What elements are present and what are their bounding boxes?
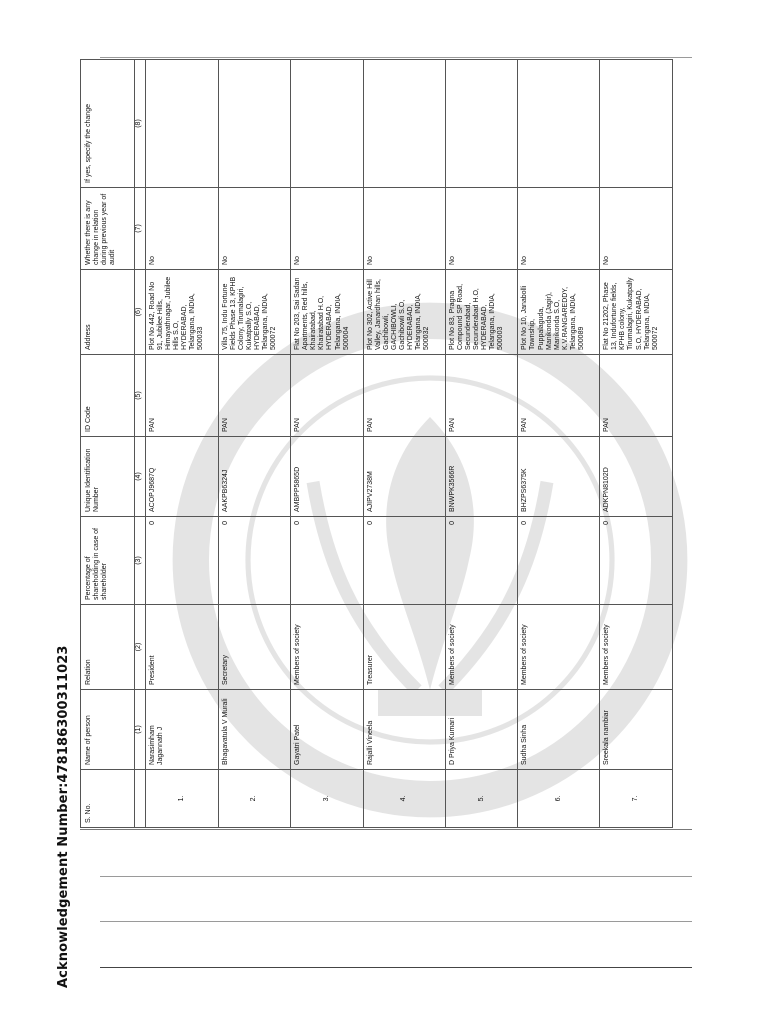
row-specify	[218, 60, 291, 188]
table-row	[445, 60, 518, 828]
row-name: Gayatri Patel	[291, 690, 364, 770]
row-address: Villa 75, Indu Fortune Fields Phase 13, KPHB Colony, Tirumalagiri, Kukatpally S.O, HYDERABAD, Telangana, INDIA, 500072	[218, 270, 291, 355]
header-change: Whether there is any change in relation during previous year of audit	[81, 188, 135, 270]
row-specify	[518, 60, 600, 188]
row-address: Plot No 83, Pragna Compound SP Road, Secunderabad, Secunderabad H.O, HYDERABAD, Telangana, INDIA, 500003	[445, 270, 518, 355]
row-change: No	[146, 188, 219, 270]
colnum-3: (3)	[135, 517, 146, 605]
rule-4	[100, 967, 692, 968]
row-uid: ACOPJ9687Q	[146, 437, 219, 517]
table-row	[363, 60, 445, 828]
acknowledgement-number: Acknowledgement Number:478186300311023	[56, 645, 71, 988]
row-id-code: PAN	[146, 355, 219, 437]
row-uid: BHZPS6375K	[518, 437, 600, 517]
colnum-8: (8)	[135, 60, 146, 188]
top-rule	[100, 57, 692, 58]
row-relation: Members of society	[518, 605, 600, 690]
colnum-2: (2)	[135, 605, 146, 690]
relations-table-container	[80, 60, 673, 828]
row-sno: 7.	[600, 770, 673, 828]
header-id-code: ID Code	[81, 355, 135, 437]
row-uid: AAKPB6324J	[218, 437, 291, 517]
row-sno: 6.	[518, 770, 600, 828]
row-name: Sreekala nambiar	[600, 690, 673, 770]
row-percentage: 0	[218, 517, 291, 605]
row-address: Plot No 442, Road No 91, Jubilee Hills, Himayathnagar, Jubilee Hills S.O, HYDERABAD, Telangana, INDIA, 500033	[146, 270, 219, 355]
row-percentage: 0	[291, 517, 364, 605]
header-specify: If yes, specify the change	[81, 60, 135, 188]
row-id-code: PAN	[291, 355, 364, 437]
row-change: No	[218, 188, 291, 270]
row-specify	[445, 60, 518, 188]
row-specify	[600, 60, 673, 188]
row-relation: Treasurer	[363, 605, 445, 690]
header-uid: Unique Identification Number	[81, 437, 135, 517]
row-percentage: 0	[518, 517, 600, 605]
row-change: No	[518, 188, 600, 270]
row-address: Plot No 10, Janabolli Township, Puppalaguda, Manikonda (Jagir), Manikonda S.O, K.V.RANGAREDDY, Telangana, INDIA, 500089	[518, 270, 600, 355]
colnum-4: (4)	[135, 437, 146, 517]
row-relation: Members of society	[445, 605, 518, 690]
row-address: Flat No 21202, Phase 13, Indufortune fields, KPHB colony, Tirumalagiri, Kukatpally S.O, HYDERABAD, Telangana, INDIA, 500072	[600, 270, 673, 355]
row-sno: 3.	[291, 770, 364, 828]
row-change: No	[445, 188, 518, 270]
row-sno: 1.	[146, 770, 219, 828]
row-address: Flat No 203, Sai Sadan Apartments, Red hills, Khairatabad, Khairatabad H.O, HYDERABAD, Telangana, INDIA, 500004	[291, 270, 364, 355]
row-uid: BNWPK3566R	[445, 437, 518, 517]
row-relation: President	[146, 605, 219, 690]
row-specify	[146, 60, 219, 188]
rule-1	[80, 829, 692, 830]
row-uid: ADKPN8102D	[600, 437, 673, 517]
row-uid: AJIPV2738M	[363, 437, 445, 517]
row-change: No	[600, 188, 673, 270]
row-percentage: 0	[445, 517, 518, 605]
table-row	[146, 60, 219, 828]
row-id-code: PAN	[518, 355, 600, 437]
header-row	[81, 60, 135, 828]
column-number-row	[135, 60, 146, 828]
row-sno: 5.	[445, 770, 518, 828]
row-name: Sudha Sinha	[518, 690, 600, 770]
row-change: No	[291, 188, 364, 270]
row-relation: Members of society	[291, 605, 364, 690]
header-percentage: Percentage of shareholding in case of shareholder	[81, 517, 135, 605]
header-relation: Relation	[81, 605, 135, 690]
row-percentage: 0	[600, 517, 673, 605]
colnum-6: (6)	[135, 270, 146, 355]
row-id-code: PAN	[445, 355, 518, 437]
table-row	[218, 60, 291, 828]
row-specify	[363, 60, 445, 188]
colnum-0	[135, 770, 146, 828]
row-specify	[291, 60, 364, 188]
row-sno: 2.	[218, 770, 291, 828]
rule-2	[100, 876, 692, 877]
row-relation: Members of society	[600, 605, 673, 690]
row-name: Narasimham Jagannath J	[146, 690, 219, 770]
table-row	[600, 60, 673, 828]
row-name: D Priya Kumari	[445, 690, 518, 770]
header-address: Address	[81, 270, 135, 355]
colnum-5: (5)	[135, 355, 146, 437]
rule-3	[100, 921, 692, 922]
row-sno: 4.	[363, 770, 445, 828]
row-id-code: PAN	[363, 355, 445, 437]
row-percentage: 0	[363, 517, 445, 605]
table-row	[518, 60, 600, 828]
colnum-7: (7)	[135, 188, 146, 270]
table-row	[291, 60, 364, 828]
relations-table	[80, 59, 673, 828]
row-id-code: PAN	[600, 355, 673, 437]
header-name: Name of person	[81, 690, 135, 770]
header-sno: S. No.	[81, 770, 135, 828]
colnum-1: (1)	[135, 690, 146, 770]
row-relation: Secretary	[218, 605, 291, 690]
row-name: Bhagavatula V Murali	[218, 690, 291, 770]
row-uid: AMBPP5865D	[291, 437, 364, 517]
row-percentage: 0	[146, 517, 219, 605]
row-id-code: PAN	[218, 355, 291, 437]
row-name: Rajalli Vineela	[363, 690, 445, 770]
row-address: Plot No 302, Active Hill Valley, Janardhan hills, Gachibowli, GACHIBOWLI, Gachibowli S.O, HYDERABAD, Telangana, INDIA, 500032	[363, 270, 445, 355]
row-change: No	[363, 188, 445, 270]
